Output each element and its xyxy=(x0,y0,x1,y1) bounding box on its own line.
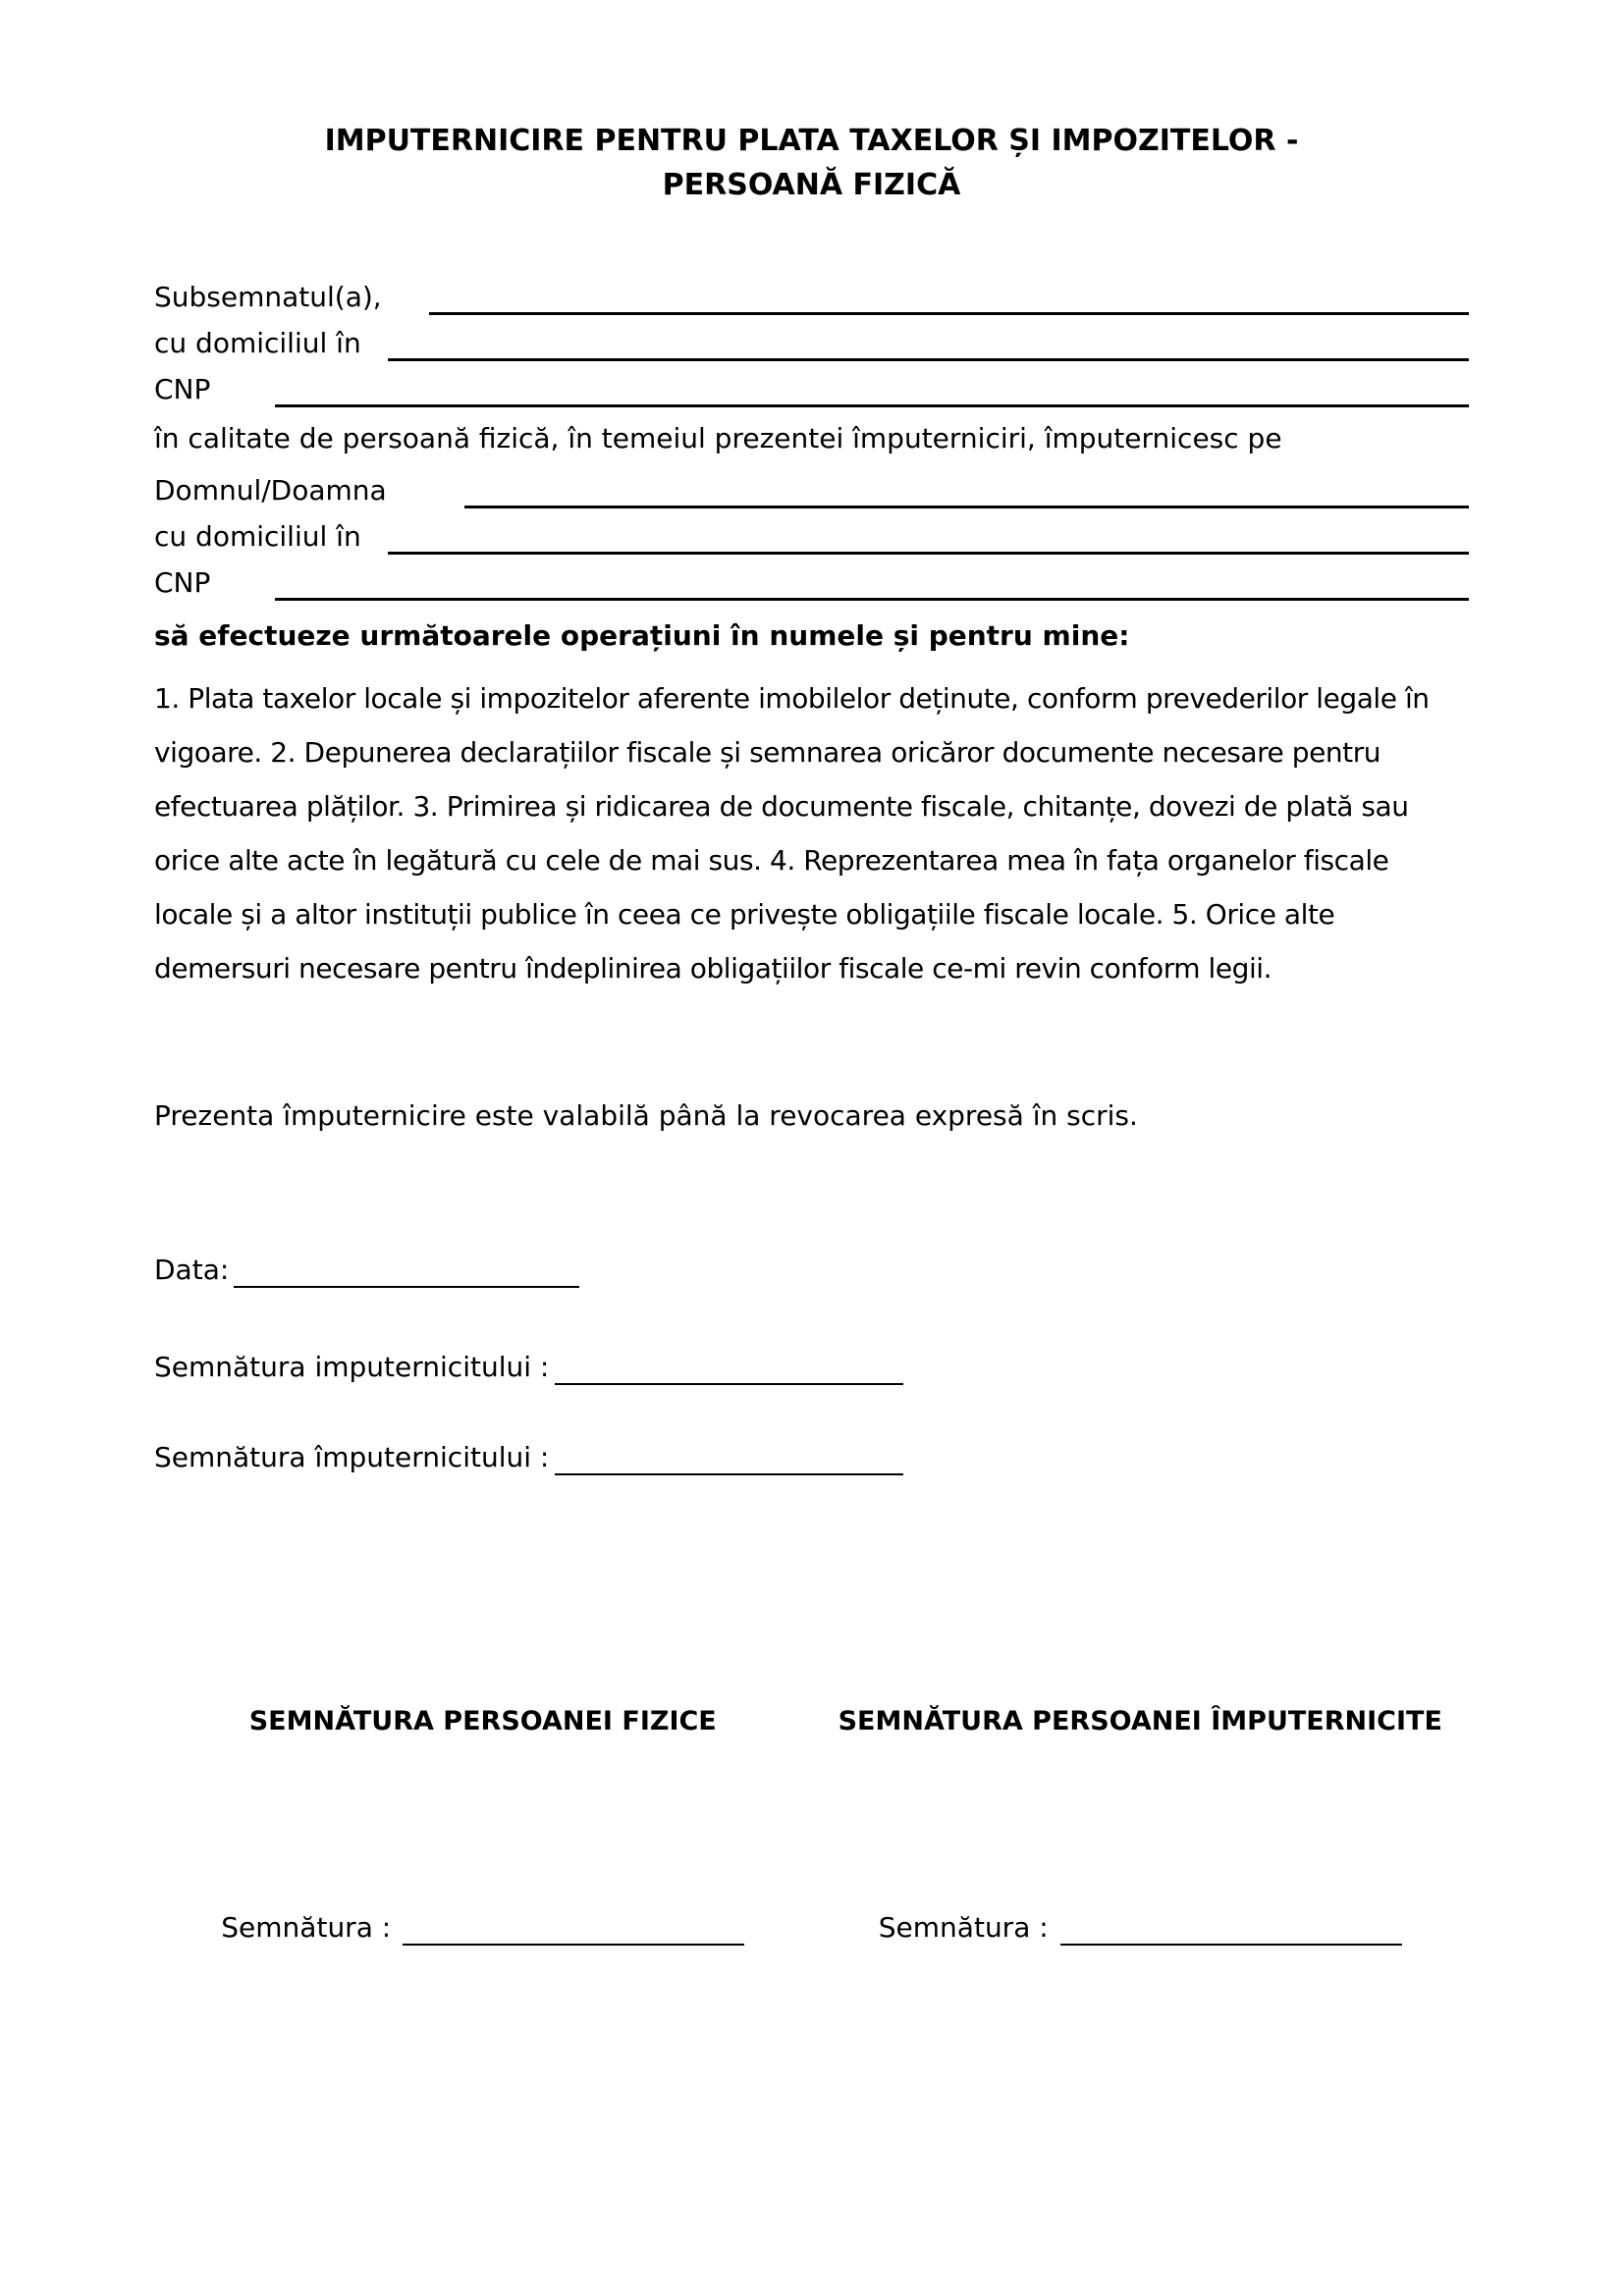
signature-row-1 xyxy=(154,1339,1469,1385)
field-row-attorney-address xyxy=(154,508,1469,555)
left-signature-fill-line xyxy=(403,1944,744,1946)
left-signature-label: Semnătura : xyxy=(221,1911,392,1944)
field-row-attorney-name xyxy=(154,462,1469,508)
left-signature-row xyxy=(154,1899,812,1946)
document-title xyxy=(154,119,1469,207)
attorney-cnp-fill-line xyxy=(275,598,1469,601)
attorney-address-label: cu domiciliul în xyxy=(154,520,361,553)
empowerment-intro-text: în calitate de persoană fizică, în temeiul prezentei împuterniciri, împuternicesc pe xyxy=(154,422,1282,454)
principal-name-label: Subsemnatul(a), xyxy=(154,281,382,313)
operations-paragraph: 1. Plata taxelor locale și impozitelor aferente imobilelor deținute, conform prevederilor legale în vigoare. 2. Depunerea declarațiilor fiscale și semnarea oricăror documente necesare pentru efectuarea plăților. 3. Primirea și ridicarea de documente fiscale, chitanțe, dovezi de plată sau orice alte acte în legătură cu cele de mai sus. 4. Reprezentarea mea în fața organelor fiscale locale și a altor instituții publice în ceea ce privește obligațiile fiscale locale. 5. Orice alte demersuri necesare pentru îndeplinirea obligațiilor fiscale ce-mi revin conform legii. xyxy=(154,682,1430,985)
principal-cnp-label: CNP xyxy=(154,373,211,405)
principal-address-label: cu domiciliul în xyxy=(154,327,361,359)
field-row-principal-address xyxy=(154,315,1469,361)
signature-row-1-fill-line xyxy=(555,1383,903,1385)
signature-row-2 xyxy=(154,1429,1469,1475)
field-row-principal-cnp xyxy=(154,361,1469,407)
date-label: Data: xyxy=(154,1254,230,1286)
operations-lead-text: să efectueze următoarele operațiuni în numele și pentru mine: xyxy=(154,619,1130,652)
date-fill-line xyxy=(234,1286,579,1288)
principal-cnp-fill-line xyxy=(275,404,1469,407)
signature-columns-lines xyxy=(154,1899,1469,1946)
date-row xyxy=(154,1242,1469,1288)
field-row-principal-name xyxy=(154,269,1469,315)
signature-row-2-fill-line xyxy=(555,1473,903,1475)
document-title-line-1: IMPUTERNICIRE PENTRU PLATA TAXELOR ȘI IMPOZITELOR - xyxy=(324,124,1299,158)
heading-empowered-person-signature: SEMNĂTURA PERSOANEI ÎMPUTERNICITE xyxy=(838,1706,1442,1736)
signature-row-2-label: Semnătura împuternicitului : xyxy=(154,1441,550,1473)
field-row-attorney-cnp xyxy=(154,555,1469,601)
signature-columns-headings xyxy=(154,1702,1469,1741)
signature-row-1-label: Semnătura imputernicitului : xyxy=(154,1351,550,1383)
right-signature-fill-line xyxy=(1060,1944,1402,1946)
right-signature-label: Semnătura : xyxy=(878,1911,1049,1944)
right-signature-row xyxy=(812,1899,1470,1946)
attorney-name-label: Domnul/Doamna xyxy=(154,474,387,507)
validity-note: Prezenta împuternicire este valabilă până la revocarea expresă în scris. xyxy=(154,1099,1138,1132)
document-title-line-2: PERSOANĂ FIZICĂ xyxy=(662,168,961,202)
heading-physical-person-signature: SEMNĂTURA PERSOANEI FIZICE xyxy=(248,1706,717,1736)
attorney-cnp-label: CNP xyxy=(154,566,211,599)
